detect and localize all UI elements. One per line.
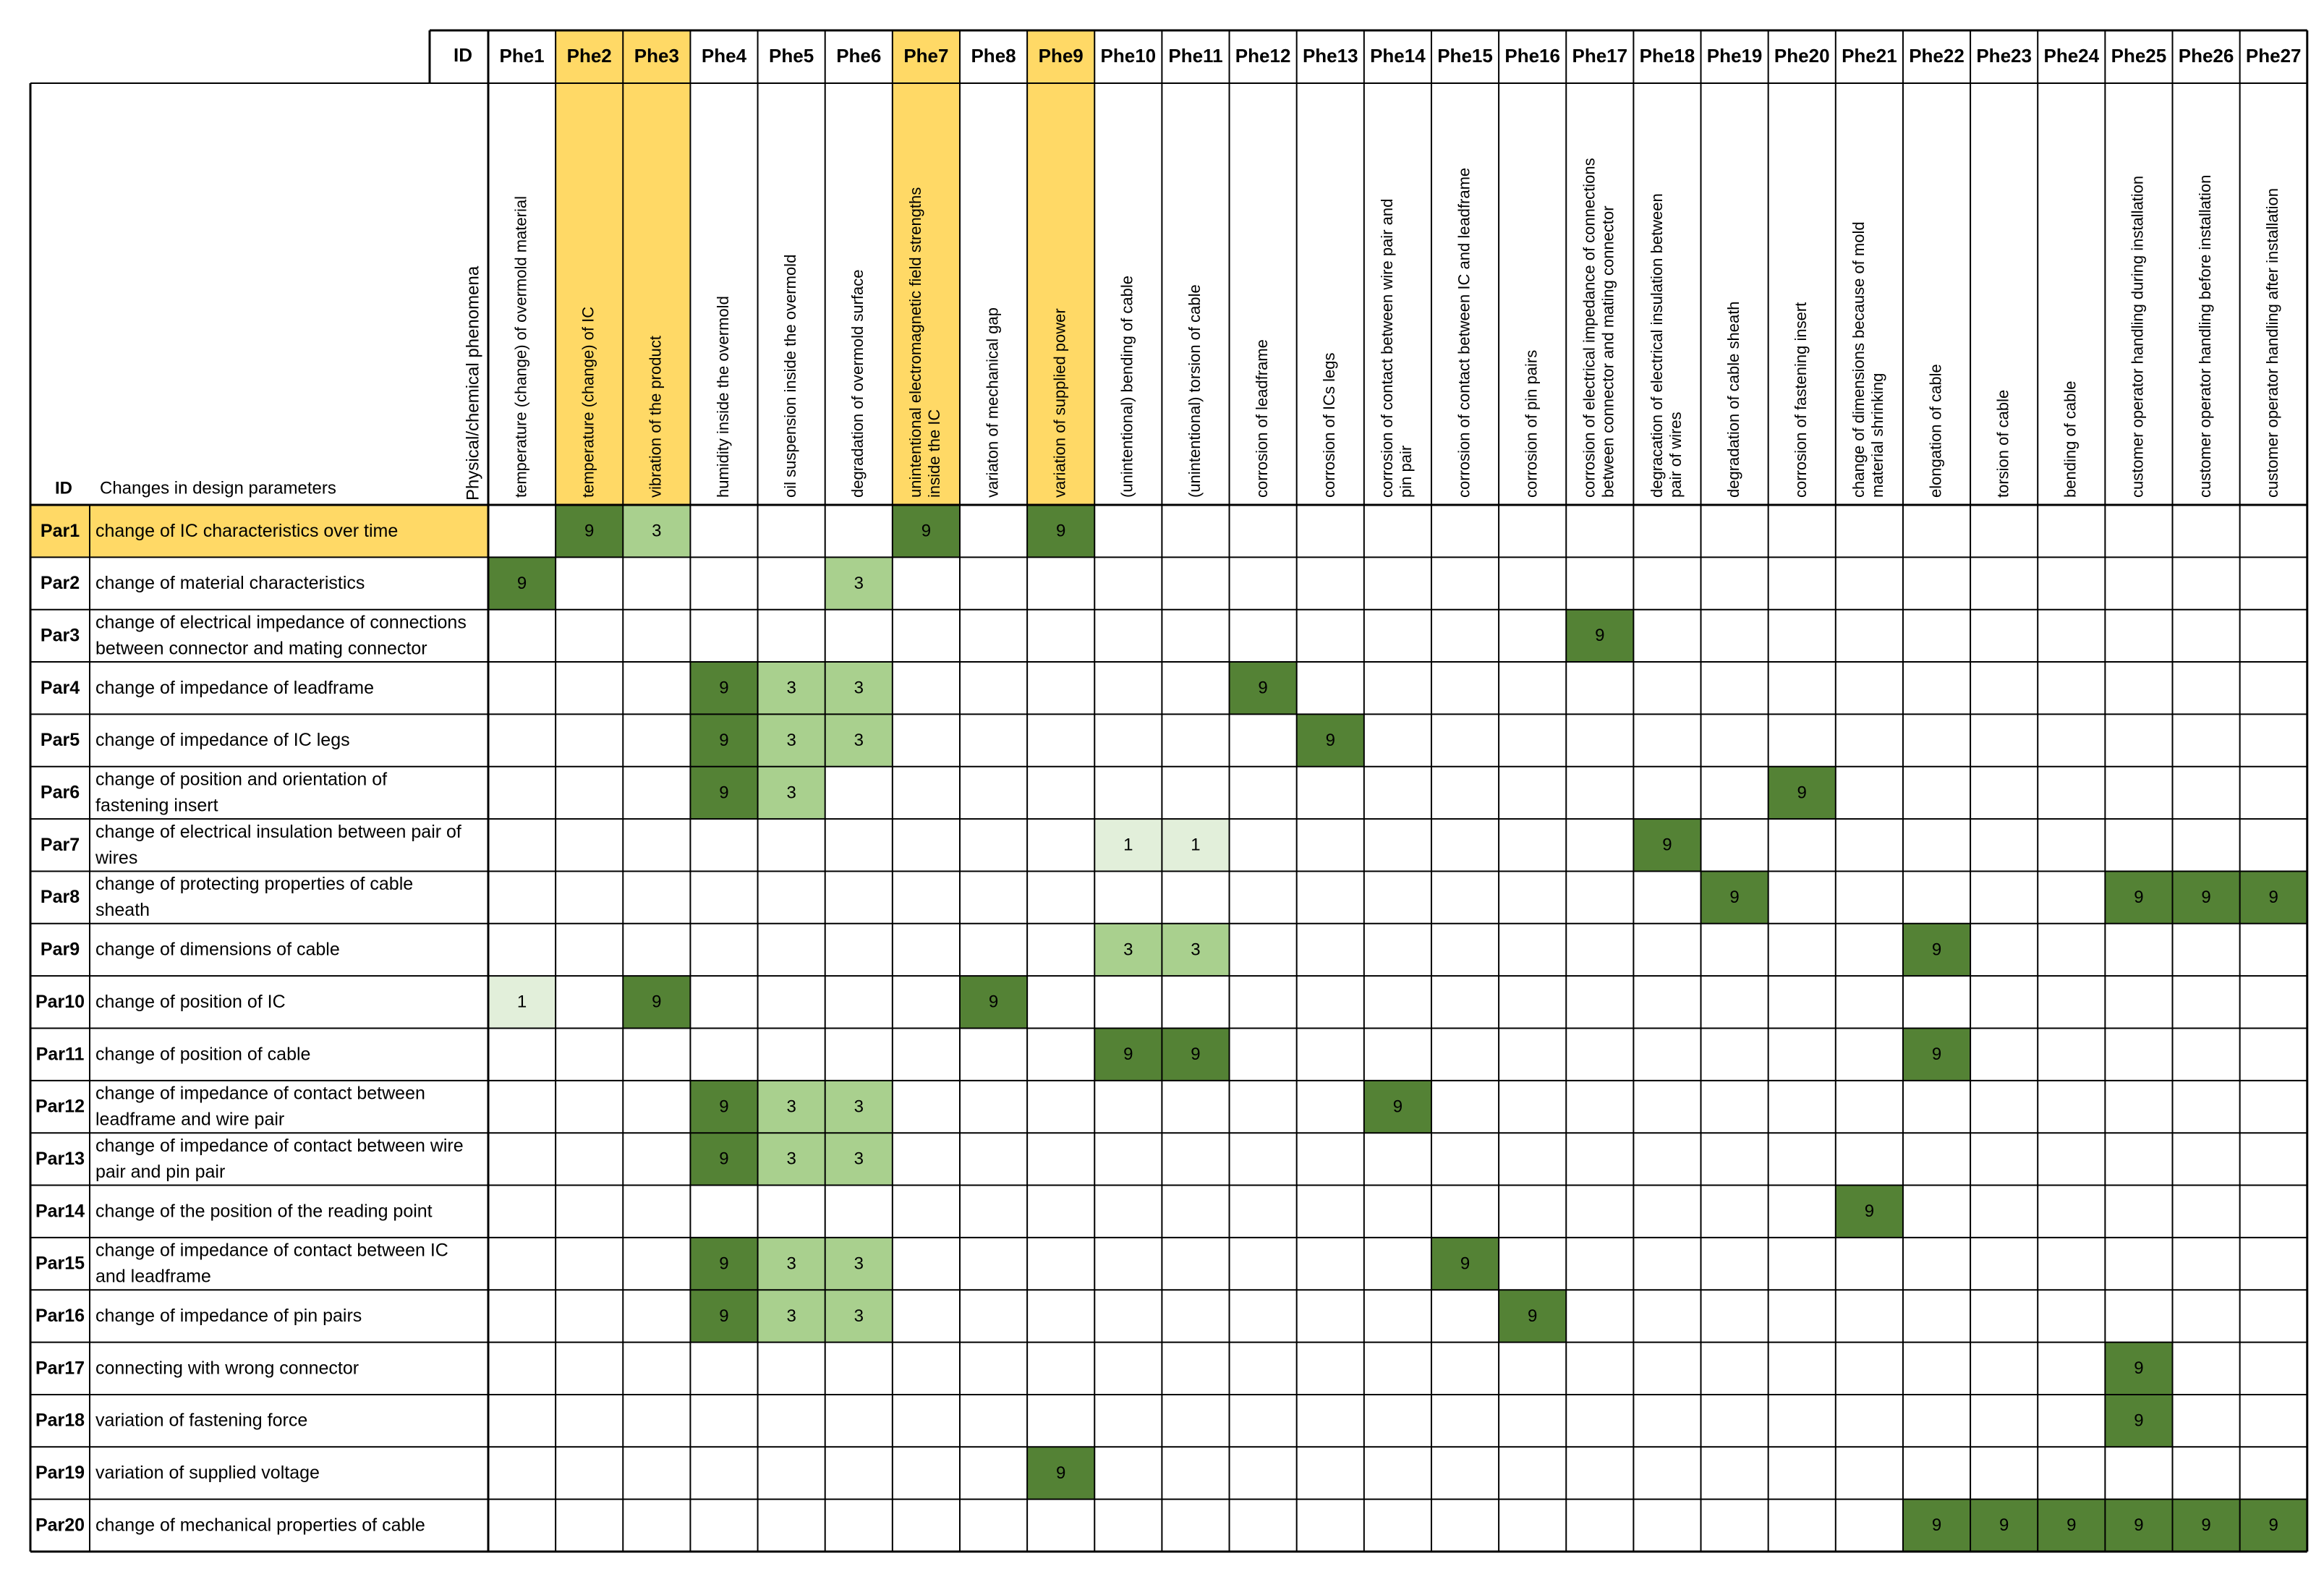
parameter-label (95, 874, 413, 920)
matrix-cell-value: 3 (854, 1306, 864, 1326)
parameter-label (95, 1463, 320, 1483)
matrix-cell-value: 9 (1392, 1097, 1403, 1117)
svg-text:customer operator handling aft: customer operator handling after installation (2263, 187, 2282, 498)
phenomenon-label (1580, 158, 1617, 498)
parameter-id: Par4 (40, 677, 80, 698)
parameter-label (95, 1515, 425, 1535)
matrix-cell-value: 3 (652, 521, 662, 541)
parameter-id: Par15 (35, 1253, 85, 1274)
svg-text:pin pair: pin pair (1397, 445, 1416, 498)
parameter-id: Par5 (40, 730, 80, 751)
parameter-label (95, 573, 365, 593)
parameter-label (95, 940, 340, 960)
phenomenon-label (2196, 175, 2214, 498)
phenomenon-label (2129, 176, 2147, 498)
matrix-cell-value: 9 (2067, 1515, 2077, 1536)
row-id-label: ID (55, 478, 72, 498)
svg-text:connecting with wrong connecto: connecting with wrong connector (95, 1358, 359, 1379)
matrix-cell-value: 9 (1056, 521, 1066, 541)
svg-text:variaton of mechanical gap: variaton of mechanical gap (983, 307, 1002, 498)
svg-text:corrosion of fastening insert: corrosion of fastening insert (1792, 302, 1810, 498)
matrix-cell-value: 9 (516, 573, 527, 593)
matrix-cell-value: 9 (1931, 1045, 1942, 1065)
svg-text:change of position of IC: change of position of IC (95, 991, 286, 1012)
matrix-cell-value: 9 (1258, 678, 1268, 698)
svg-text:inside the IC: inside the IC (925, 409, 944, 498)
matrix-cell-value: 3 (854, 730, 864, 750)
matrix-cell-value: 1 (1191, 835, 1201, 855)
parameter-label (95, 770, 387, 816)
svg-text:and leadframe: and leadframe (95, 1266, 211, 1287)
phenomenon-id: Phe11 (1168, 44, 1223, 67)
phenomenon-label (511, 196, 529, 498)
matrix-cell-value: 3 (854, 1149, 864, 1169)
matrix-cell-value: 9 (1056, 1463, 1066, 1483)
parameter-label (95, 730, 350, 750)
phenomenon-id: Phe12 (1235, 44, 1291, 67)
parameter-label (95, 1306, 362, 1326)
matrix-cell-value: 9 (719, 1254, 729, 1274)
svg-text:corrosion of contact between: corrosion of contact between IC and leadframe (1455, 167, 1473, 498)
parameter-id: Par6 (40, 782, 80, 803)
matrix-cell-value: 9 (1662, 835, 1672, 855)
svg-text:temperature (change) of overmo: temperature (change) of overmold material (511, 196, 530, 498)
svg-text:corrosion of contact between: corrosion of contact between wire pair and (1378, 198, 1397, 498)
parameter-id: Par10 (35, 991, 85, 1012)
matrix-cell-value: 9 (1931, 1515, 1942, 1536)
phenomenon-id: Phe13 (1302, 44, 1358, 67)
svg-text:unintentional electromagnetic: unintentional electromagnetic field strengths (906, 187, 925, 498)
matrix-cell-value: 9 (1123, 1045, 1133, 1065)
svg-text:variation of supplied voltage: variation of supplied voltage (95, 1463, 320, 1484)
matrix-cell-value: 9 (921, 521, 932, 541)
svg-text:variation of fastening force: variation of fastening force (95, 1410, 308, 1431)
parameter-id: Par12 (35, 1096, 85, 1117)
svg-text:between connector and mating c: between connector and mating connector (1599, 205, 1617, 498)
phenomenon-id: Phe6 (836, 44, 882, 67)
parameter-label (95, 822, 461, 868)
matrix-cell-value: 9 (719, 1306, 729, 1326)
phenomenon-id: Phe21 (1842, 44, 1897, 67)
matrix-cell-value: 9 (1931, 940, 1942, 960)
phenomenon-id: Phe23 (1976, 44, 2032, 67)
matrix-cell-value: 9 (652, 992, 662, 1012)
phenomenon-id: Phe14 (1370, 44, 1426, 67)
matrix-cell-value: 9 (2201, 887, 2211, 907)
svg-text:change of impedance of pin pai: change of impedance of pin pairs (95, 1306, 362, 1327)
phenomenon-id: Phe22 (1909, 44, 1965, 67)
svg-text:change of IC characteristics o: change of IC characteristics over time (95, 520, 399, 541)
phenomenon-id: Phe25 (2111, 44, 2167, 67)
phenomenon-label (2061, 381, 2080, 498)
svg-text:wires: wires (95, 847, 138, 868)
svg-text:pair and pin pair: pair and pin pair (95, 1161, 226, 1182)
parameter-label (95, 1241, 448, 1287)
svg-text:vibration of the product: vibration of the product (646, 336, 665, 498)
matrix-cell-value: 3 (854, 1097, 864, 1117)
svg-text:customer operator handling bef: customer operator handling before installation (2195, 174, 2214, 498)
phenomenon-label (1118, 276, 1136, 498)
phenomenon-id: Phe27 (2245, 44, 2302, 67)
phenomenon-id: Phe5 (769, 44, 814, 67)
matrix-cell-value: 3 (786, 1097, 796, 1117)
phenomenon-id: Phe9 (1038, 44, 1084, 67)
matrix-cell-value: 3 (786, 730, 796, 750)
parameter-id: Par7 (40, 834, 80, 855)
svg-text:temperature (change) of IC: temperature (change) of IC (579, 306, 597, 498)
matrix-cell-value: 9 (2134, 887, 2144, 907)
svg-text:degradation of overmold surfac: degradation of overmold surface (848, 269, 867, 498)
parameter-id: Par2 (40, 573, 80, 594)
matrix-cell-value: 9 (584, 521, 595, 541)
svg-text:bending of cable: bending of cable (2061, 380, 2080, 498)
svg-text:(unintentional) bending of cab: (unintentional) bending of cable (1118, 275, 1136, 498)
phenomenon-id: Phe26 (2178, 44, 2234, 67)
parameter-id: Par8 (40, 887, 80, 908)
matrix-cell-value: 3 (1191, 940, 1201, 960)
phenomenon-id: Phe10 (1100, 44, 1157, 67)
phenomenon-label (1253, 339, 1271, 498)
parameter-label (95, 1044, 310, 1064)
svg-text:change of impedance of contact: change of impedance of contact between IC (95, 1240, 448, 1261)
phenomenon-id: Phe20 (1774, 44, 1830, 67)
phenomenon-label (714, 296, 732, 498)
phenomenon-id: Phe8 (971, 44, 1016, 67)
svg-text:change of impedance of contact: change of impedance of contact between wire (95, 1135, 464, 1156)
svg-text:corrosion of electrical impeda: corrosion of electrical impedance of connections (1580, 158, 1599, 498)
matrix-cell-value: 9 (1460, 1254, 1470, 1274)
phenomenon-id: Phe17 (1572, 44, 1628, 67)
phenomenon-id: Phe1 (499, 44, 545, 67)
phenomenon-label (1792, 302, 1810, 498)
matrix-cell-value: 1 (1123, 835, 1133, 855)
svg-text:change of position of cable: change of position of cable (95, 1044, 311, 1065)
svg-text:leadframe and wire pair: leadframe and wire pair (95, 1109, 285, 1130)
matrix-cell-value: 9 (988, 992, 999, 1012)
parameter-id: Par18 (35, 1410, 85, 1431)
svg-text:pair of wires: pair of wires (1666, 412, 1685, 498)
phenomenon-label (1993, 390, 2012, 498)
svg-text:change of impedance of leadfra: change of impedance of leadframe (95, 677, 374, 698)
phenomenon-label (1850, 221, 1886, 498)
matrix-cell-value: 3 (854, 573, 864, 593)
phenomenon-label (781, 255, 799, 498)
matrix-cell-value: 9 (1191, 1045, 1201, 1065)
matrix-cell-value: 9 (2134, 1411, 2144, 1431)
svg-text:change of electrical impedance: change of electrical impedance of connections (95, 612, 467, 633)
phenomenon-label (1051, 308, 1069, 498)
row-axis-label: Changes in design parameters (100, 478, 336, 498)
svg-text:corrosion of pin pairs: corrosion of pin pairs (1522, 349, 1541, 498)
matrix-grid (30, 30, 2307, 1552)
phenomenon-label (848, 269, 867, 498)
matrix-cell-value: 9 (1797, 783, 1807, 803)
svg-text:degracation of electrical insu: degracation of electrical insulation between (1647, 193, 1666, 498)
matrix-cell-value: 9 (719, 678, 729, 698)
svg-text:customer operator handling dur: customer operator handling during installation (2128, 175, 2147, 498)
parameter-id: Par9 (40, 939, 80, 960)
parameter-label (95, 1358, 359, 1378)
matrix-cell-value: 9 (719, 1097, 729, 1117)
svg-text:between connector and mating c: between connector and mating connector (95, 638, 427, 659)
svg-text:change of dimensions because o: change of dimensions because of mold (1850, 221, 1868, 498)
phenomenon-id: Phe19 (1706, 44, 1763, 67)
matrix-cell-value: 9 (1999, 1515, 2009, 1536)
col-axis-label: Physical/chemical phenomena (463, 265, 483, 501)
svg-text:oil suspension inside the over: oil suspension inside the overmold (780, 254, 799, 498)
parameter-id: Par1 (40, 520, 80, 541)
parameter-id: Par14 (35, 1201, 85, 1222)
header-id-label: ID (454, 43, 472, 66)
phenomenon-id: Phe2 (566, 44, 612, 67)
matrix-cell-value: 3 (786, 1254, 796, 1274)
matrix-cell-value: 3 (786, 1149, 796, 1169)
matrix-cell-value: 1 (516, 992, 527, 1012)
svg-text:change of the position of the: change of the position of the reading point (95, 1201, 433, 1222)
matrix-cell-value: 9 (1325, 730, 1335, 750)
phenomenon-label (1320, 352, 1338, 498)
svg-text:elongation of cable: elongation of cable (1926, 364, 1945, 498)
svg-text:change of dimensions of cable: change of dimensions of cable (95, 939, 340, 960)
phenomenon-label (647, 336, 665, 498)
matrix-cell-value: 3 (786, 783, 796, 803)
svg-text:humidity inside the overmold: humidity inside the overmold (713, 296, 732, 498)
parameter-label (95, 612, 467, 658)
parameter-label (95, 521, 398, 541)
parameter-id: Par3 (40, 625, 80, 646)
matrix-cell-value: 3 (854, 678, 864, 698)
svg-text:change of impedance of IC leg: change of impedance of IC legs (95, 730, 350, 751)
matrix-fills (30, 30, 2307, 1552)
phenomenon-id: Phe7 (903, 44, 949, 67)
svg-text:corrosion of ICs legs: corrosion of ICs legs (1320, 352, 1339, 498)
svg-text:change of electrical insulatio: change of electrical insulation between pair of (95, 821, 461, 842)
svg-text:change of protecting propertie: change of protecting properties of cable (95, 874, 414, 895)
parameter-label (95, 992, 286, 1012)
phenomenon-id: Phe3 (634, 44, 679, 67)
matrix-cell-value: 9 (2268, 887, 2278, 907)
phenomenon-label (1186, 284, 1204, 498)
svg-text:(unintentional) torsion of cab: (unintentional) torsion of cable (1185, 284, 1204, 498)
matrix-cell-value: 3 (786, 1306, 796, 1326)
svg-text:degradation of cable sheath: degradation of cable sheath (1724, 301, 1742, 498)
phenomenon-label (579, 307, 597, 498)
matrix-cell-value: 3 (786, 678, 796, 698)
phenomenon-id: Phe15 (1437, 44, 1493, 67)
phenomenon-label (1522, 350, 1540, 498)
parameter-id: Par17 (35, 1358, 85, 1379)
matrix-cell-value: 9 (2268, 1515, 2278, 1536)
phenomenon-id: Phe24 (2043, 44, 2100, 67)
svg-text:sheath: sheath (95, 900, 150, 921)
parameter-label (95, 1201, 433, 1221)
svg-text:change of mechanical propertie: change of mechanical properties of cable (95, 1515, 425, 1536)
svg-text:material shrinking: material shrinking (1868, 373, 1887, 498)
svg-text:change of impedance of contact: change of impedance of contact between (95, 1083, 425, 1104)
parameter-id: Par13 (35, 1148, 85, 1169)
svg-text:change of material characteris: change of material characteristics (95, 573, 365, 594)
parameter-label (95, 1411, 307, 1431)
phenomenon-label (1648, 193, 1685, 498)
phenomenon-id: Phe4 (701, 44, 747, 67)
parameter-id: Par11 (35, 1044, 85, 1065)
matrix-cell-value: 9 (1527, 1306, 1538, 1326)
matrix-cell-value: 3 (1123, 940, 1133, 960)
matrix-cell-value: 9 (1595, 626, 1605, 646)
phenomenon-label (1926, 364, 1944, 498)
svg-text:fastening insert: fastening insert (95, 795, 218, 816)
phenomenon-label (1378, 199, 1415, 498)
svg-text:corrosion of leadframe: corrosion of leadframe (1252, 339, 1271, 498)
matrix-cell-value: 9 (1864, 1201, 1875, 1222)
parameter-id: Par16 (35, 1306, 85, 1327)
matrix-cell-value: 9 (2134, 1358, 2144, 1379)
svg-text:variation of supplied power: variation of supplied power (1050, 308, 1069, 498)
matrix-cell-value: 9 (2201, 1515, 2211, 1536)
matrix-cell-value: 9 (2134, 1515, 2144, 1536)
parameter-label (95, 678, 374, 698)
parameter-id: Par20 (35, 1515, 85, 1536)
phenomenon-label (2263, 188, 2281, 498)
svg-text:torsion of cable: torsion of cable (1993, 389, 2012, 498)
matrix-cell-value: 9 (719, 730, 729, 750)
matrix-cell-value: 9 (719, 783, 729, 803)
parameter-id: Par19 (35, 1463, 85, 1484)
phenomenon-label (983, 307, 1001, 498)
parameter-label (95, 1084, 425, 1130)
matrix-labels (35, 44, 2302, 1536)
matrix-cell-value: 9 (1729, 887, 1740, 907)
parameter-label (95, 1136, 464, 1182)
svg-text:change of position and orienta: change of position and orientation of (95, 769, 388, 790)
phenomenon-label (1455, 168, 1473, 498)
phenomenon-id: Phe16 (1504, 44, 1560, 67)
phenomenon-id: Phe18 (1639, 44, 1695, 67)
matrix-cell-value: 3 (854, 1254, 864, 1274)
phenomenon-label (1724, 301, 1742, 498)
matrix-cell-value: 9 (719, 1149, 729, 1169)
